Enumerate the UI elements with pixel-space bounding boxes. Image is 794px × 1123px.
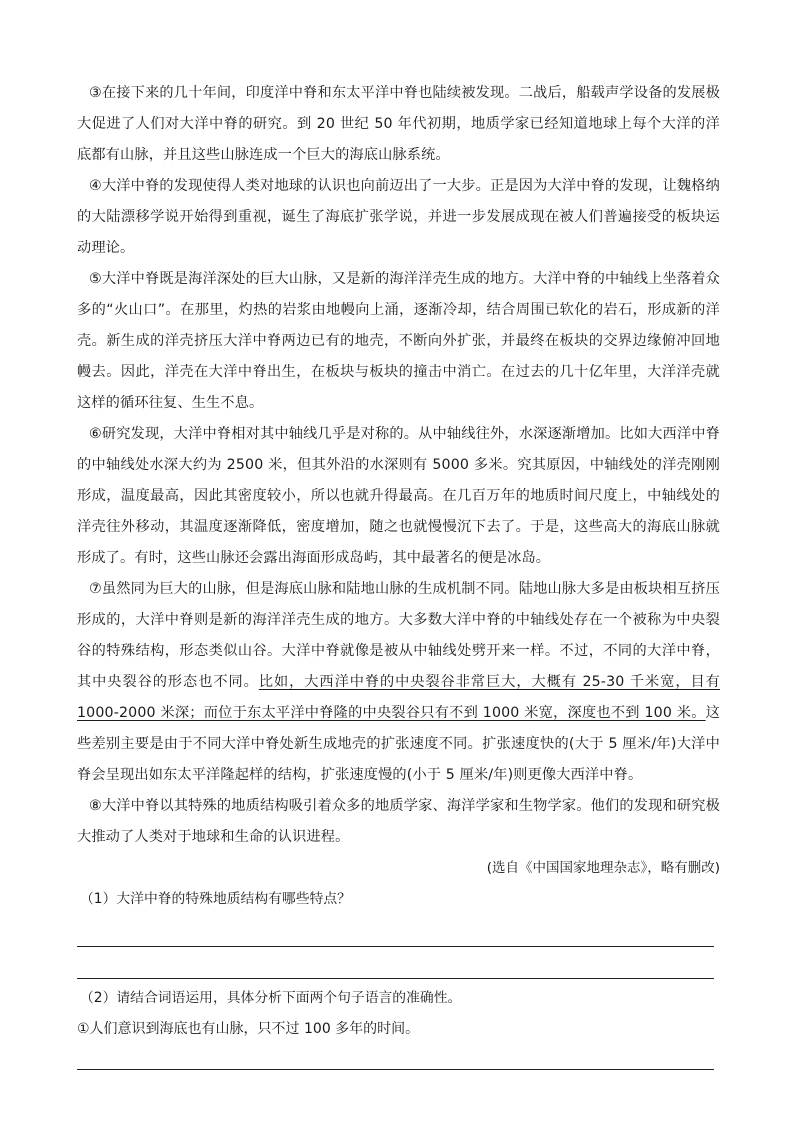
paragraph-6: ⑥研究发现，大洋中脊相对其中轴线几乎是对称的。从中轴线往外，水深逐渐增加。比如大西洋中脊的中轴线处水深大约为 2500 米，但其外沿的水深则有 5000 多米。究其原因，中轴线处的洋壳刚刚形成，温度最高，因此其密度较小，所以也就升得最高。在几百万年的地质时间尺度上，中轴线处的洋壳往外移动，其温度逐渐降低，密度增加，随之也就慢慢沉下去了。于是，这些高大的海底山脉就形成了。有时，这些山脉还会露出海面形成岛屿，其中最著名的便是冰岛。 <box>77 426 720 566</box>
paragraph-7-conclusion: 这些差别主要是由于不同大洋中脊处新生成地壳的扩张速度不同。扩张速度快的(大于 5 厘米/年)大洋中脊会呈现出如东太平洋隆起样的结构，扩张速度慢的(小于 5 厘米/年)则更像大西洋中脊。 <box>77 705 720 783</box>
source-citation: (选自《中国国家地理杂志》，略有删改) <box>486 860 720 876</box>
question-2: （2）请结合词语运用，具体分析下面两个句子语言的准确性。 <box>80 990 462 1006</box>
paragraph-7 <box>77 574 720 791</box>
paragraph-3: ③在接下来的几十年间，印度洋中脊和东太平洋中脊也陆续被发现。二战后，船载声学设备的发展极大促进了人们对大洋中脊的研究。到 20 世纪 50 年代初期，地质学家已经知道地球上每个大洋的洋底都有山脉，并且这些山脉连成一个巨大的海底山脉系统。 <box>77 85 720 163</box>
paragraph-7-intro: ⑦虽然同为巨大的山脉，但是海底山脉和陆地山脉的生成机制不同。陆地山脉大多是由板块相互挤压形成的，大洋中脊则是新的海洋洋壳生成的地方。大多数大洋中脊的中轴线处存在一个被称为中央裂谷的特殊结构，形态类似山谷。大洋中脊就像是被从中轴线处劈开来一样。不过，不同的大洋中脊，其中央裂谷的形态也不同。 <box>77 581 720 690</box>
paragraph-8: ⑧大洋中脊以其特殊的地质结构吸引着众多的地质学家、海洋学家和生物学家。他们的发现和研究极大推动了人类对于地球和生命的认识进程。 <box>77 798 720 845</box>
paragraph-4: ④大洋中脊的发现使得人类对地球的认识也向前迈出了一大步。正是因为大洋中脊的发现，让魏格纳的大陆漂移学说开始得到重视，诞生了海底扩张学说，并进一步发展成现在被人们普遍接受的板块运动理论。 <box>77 178 720 256</box>
paragraph-5: ⑤大洋中脊既是海洋深处的巨大山脉，又是新的海洋洋壳生成的地方。大洋中脊的中轴线上坐落着众多的“火山口”。在那里，灼热的岩浆由地幔向上涌，逐渐冷却，结合周围已软化的岩石，形成新的洋壳。新生成的洋壳挤压大洋中脊两边已有的地壳，不断向外扩张，并最终在板块的交界边缘俯冲回地幔去。因此，洋壳在大洋中脊出生，在板块与板块的撞击中消亡。在过去的几十亿年里，大洋洋壳就这样的循环往复、生生不息。 <box>77 271 720 411</box>
answer-line-3[interactable] <box>77 1045 714 1070</box>
paragraph-7-underlined-sentence: 比如，大西洋中脊的中央裂谷非常巨大，大概有 25-30 千米宽，目有 1000-2000 米深；而位于东太平洋中脊隆的中央裂谷只有不到 1000 米宽，深度也不到 100 米。 <box>77 674 720 721</box>
answer-line-2[interactable] <box>77 947 714 979</box>
answer-line-1[interactable] <box>77 915 714 947</box>
article-body <box>77 78 720 1070</box>
question-2-item-1: ①人们意识到海底也有山脉，只不过 100 多年的时间。 <box>77 1021 420 1037</box>
question-1: （1）大洋中脊的特殊地质结构有哪些特点？ <box>80 891 351 907</box>
